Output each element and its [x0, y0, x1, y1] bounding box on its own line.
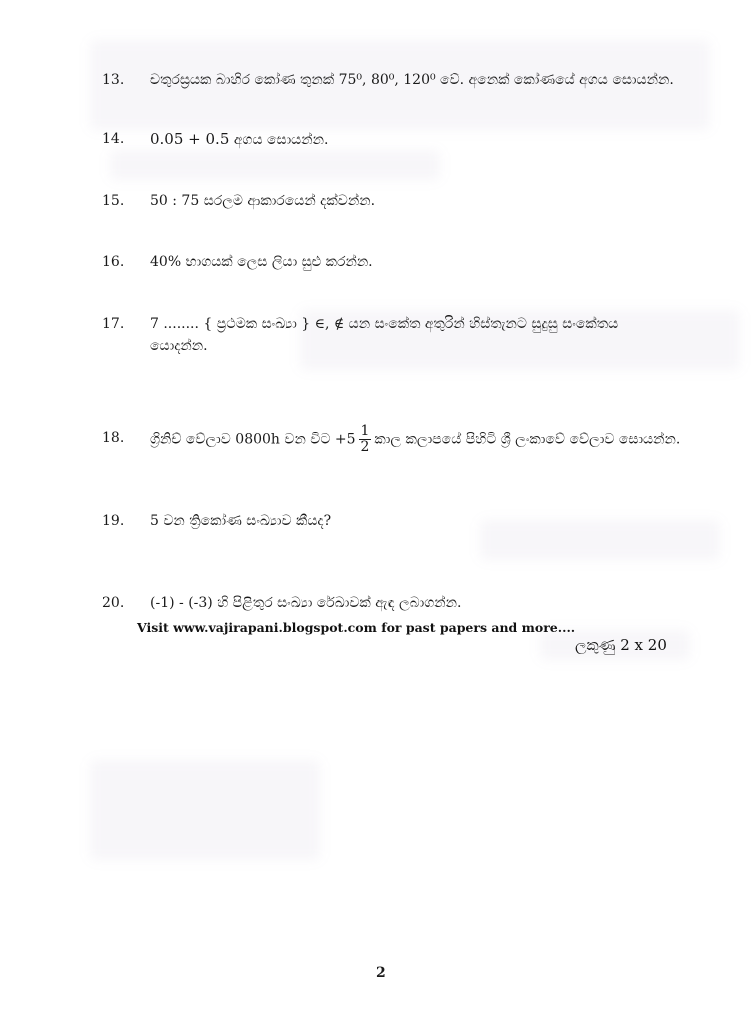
- question-text: සරලම ආකාරයෙන් දක්වන්න.: [203, 193, 376, 209]
- question-text-line1: 7 ........ { ප්‍රථමක සංඛ්‍යා } ∈, ∉ යන සංකේත අතුරින් හිස්තැනට සුදුසු සංකේතය: [150, 316, 619, 332]
- question-number: 20.: [102, 595, 125, 611]
- marks-total: ලකුණු 2 x 20: [575, 636, 667, 654]
- scan-smudge: [110, 150, 440, 180]
- question-expression: 40%: [150, 254, 182, 270]
- question-text-line2: යොදන්න.: [150, 338, 208, 354]
- question-text: චතුරස්‍රයක බාහිර කෝණ තුනක් 75⁰, 80⁰, 120⁰ වේ. අනෙක් කෝණයේ අගය සොයන්න.: [150, 72, 674, 88]
- question-expression: 0.05 + 0.5: [150, 130, 230, 148]
- question-13: [102, 69, 702, 91]
- question-number: 14.: [102, 131, 125, 147]
- question-number: 17.: [102, 316, 125, 332]
- fraction: [359, 424, 372, 455]
- question-text: 5 වන ත්‍රිකෝණ සංඛ්‍යාව කීයද?: [150, 513, 332, 529]
- question-number: 15.: [102, 193, 125, 209]
- question-17: [102, 313, 702, 357]
- question-text-before: ග්‍රිනිච් වේලාව 0800h වන විට +5: [150, 431, 356, 448]
- question-text: (-1) - (-3) හි පිළිතුර සංඛ්‍යා රේඛාවක් ඇඳ ලබාගන්න.: [150, 595, 462, 611]
- question-text-after: කාල කලාපයේ පිහිටි ශ්‍රී ලංකාවේ වේලාව සොයන්න.: [374, 431, 681, 448]
- question-number: 19.: [102, 513, 125, 529]
- question-number: 18.: [102, 430, 125, 446]
- question-19: [102, 510, 702, 532]
- question-16: [102, 251, 702, 273]
- question-20: [102, 592, 702, 614]
- question-14: [102, 128, 702, 151]
- fraction-denominator: 2: [360, 439, 370, 455]
- question-text: භාගයක් ලෙස ලියා සුළු කරන්න.: [185, 254, 373, 270]
- scan-smudge: [90, 760, 320, 860]
- question-number: 13.: [102, 72, 125, 88]
- question-expression: 50 : 75: [150, 193, 200, 209]
- website-notice: Visit www.vajirapani.blogspot.com for past papers and more....: [137, 620, 576, 635]
- question-number: 16.: [102, 254, 125, 270]
- page-number: 2: [376, 965, 386, 981]
- question-18: [102, 424, 702, 455]
- question-15: [102, 190, 702, 212]
- fraction-numerator: 1: [360, 423, 370, 439]
- question-text: අගය සොයන්න.: [233, 132, 329, 148]
